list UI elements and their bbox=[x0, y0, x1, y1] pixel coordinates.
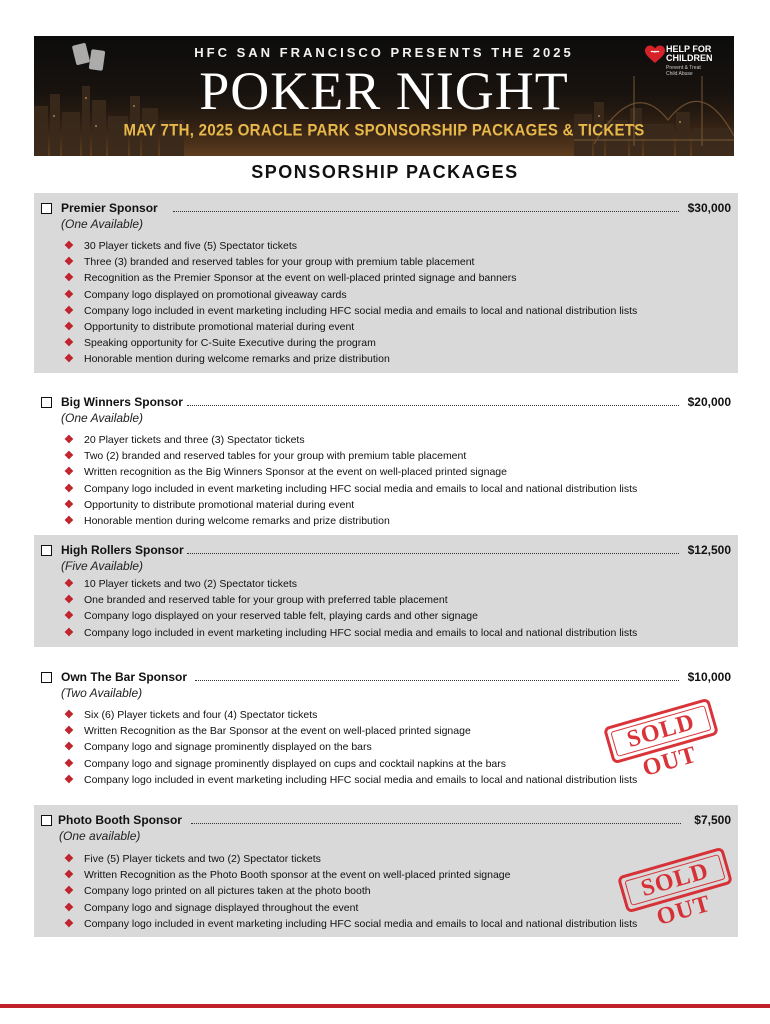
diamond-bullet-icon: ❖ bbox=[64, 321, 74, 334]
diamond-bullet-icon: ❖ bbox=[64, 272, 74, 285]
list-item: ❖ Opportunity to distribute promotional material during event bbox=[64, 497, 637, 513]
dotted-leader bbox=[191, 818, 681, 824]
dotted-leader bbox=[187, 548, 679, 554]
package-price: $30,000 bbox=[687, 201, 731, 215]
select-checkbox[interactable] bbox=[41, 815, 52, 826]
banner-subtitle: MAY 7TH, 2025 ORACLE PARK SPONSORSHIP PACKAGES & TICKETS bbox=[123, 120, 645, 141]
select-checkbox[interactable] bbox=[41, 672, 52, 683]
diamond-bullet-icon: ❖ bbox=[64, 741, 74, 754]
package-price: $10,000 bbox=[687, 670, 731, 684]
list-item: ❖ Company logo and signage prominently displayed on the bars bbox=[64, 739, 637, 755]
diamond-bullet-icon: ❖ bbox=[64, 853, 74, 865]
list-item: ❖ 30 Player tickets and five (5) Spectator tickets bbox=[64, 238, 637, 254]
package-availability: (One Available) bbox=[61, 217, 144, 231]
benefit-list bbox=[64, 707, 637, 788]
list-item: ❖ Company logo included in event marketing including HFC social media and emails to local and national distribution lists bbox=[64, 916, 637, 932]
dotted-leader bbox=[187, 400, 679, 406]
diamond-bullet-icon: ❖ bbox=[64, 482, 74, 495]
list-item: ❖ Written Recognition as the Bar Sponsor at the event on well-placed printed signage bbox=[64, 723, 637, 739]
list-item: ❖ Speaking opportunity for C-Suite Executive during the program bbox=[64, 335, 637, 351]
diamond-bullet-icon: ❖ bbox=[64, 450, 74, 463]
banner-presenter-line: HFC SAN FRANCISCO PRESENTS THE 2025 bbox=[194, 45, 574, 60]
list-item: ❖ 20 Player tickets and three (3) Spectator tickets bbox=[64, 432, 637, 448]
list-item: ❖ Written recognition as the Big Winners Sponsor at the event on well-placed printed signage bbox=[64, 464, 637, 480]
diamond-bullet-icon: ❖ bbox=[64, 725, 74, 738]
list-item: ❖ Company logo included in event marketing including HFC social media and emails to local and national distribution lists bbox=[64, 625, 637, 641]
list-item: ❖ Company logo included in event marketing including HFC social media and emails to local and national distribution lists bbox=[64, 303, 637, 319]
package-big-winners-sponsor bbox=[34, 387, 738, 531]
package-name: Big Winners Sponsor bbox=[61, 395, 183, 409]
diamond-bullet-icon: ❖ bbox=[64, 256, 74, 269]
list-item: ❖ Company logo and signage displayed throughout the event bbox=[64, 900, 637, 916]
package-availability: (One available) bbox=[59, 829, 141, 843]
package-high-rollers-sponsor bbox=[34, 535, 738, 647]
diamond-bullet-icon: ❖ bbox=[64, 288, 74, 301]
list-item: ❖ Two (2) branded and reserved tables for your group with premium table placement bbox=[64, 448, 637, 464]
diamond-bullet-icon: ❖ bbox=[64, 709, 74, 721]
list-item: ❖ Company logo included in event marketing including HFC social media and emails to local and national distribution lists bbox=[64, 772, 637, 788]
diamond-bullet-icon: ❖ bbox=[64, 757, 74, 770]
package-photo-booth-sponsor bbox=[34, 805, 738, 937]
list-item: ❖ Six (6) Player tickets and four (4) Spectator tickets bbox=[64, 707, 637, 723]
diamond-bullet-icon: ❖ bbox=[64, 901, 74, 914]
dotted-leader bbox=[195, 675, 679, 681]
list-item: ❖ Written Recognition as the Photo Booth sponsor at the event on well-placed printed signage bbox=[64, 867, 637, 883]
package-availability: (One Available) bbox=[61, 411, 144, 425]
event-banner bbox=[34, 36, 734, 156]
banner-title: POKER NIGHT bbox=[199, 61, 569, 121]
package-price: $12,500 bbox=[687, 543, 731, 557]
dotted-leader bbox=[173, 206, 679, 212]
list-item: ❖ Company logo displayed on promotional giveaway cards bbox=[64, 287, 637, 303]
select-checkbox[interactable] bbox=[41, 203, 52, 214]
diamond-bullet-icon: ❖ bbox=[64, 353, 74, 366]
diamond-bullet-icon: ❖ bbox=[64, 626, 74, 639]
package-price: $7,500 bbox=[694, 813, 731, 827]
list-item: ❖ Company logo included in event marketing including HFC social media and emails to local and national distribution lists bbox=[64, 481, 637, 497]
diamond-bullet-icon: ❖ bbox=[64, 466, 74, 479]
diamond-bullet-icon: ❖ bbox=[64, 304, 74, 317]
select-checkbox[interactable] bbox=[41, 397, 52, 408]
list-item: ❖ Company logo printed on all pictures taken at the photo booth bbox=[64, 883, 637, 899]
package-name: Photo Booth Sponsor bbox=[58, 813, 182, 827]
diamond-bullet-icon: ❖ bbox=[64, 498, 74, 511]
package-availability: (Two Available) bbox=[61, 686, 143, 700]
diamond-bullet-icon: ❖ bbox=[64, 917, 74, 930]
diamond-bullet-icon: ❖ bbox=[64, 869, 74, 882]
list-item: ❖ Three (3) branded and reserved tables for your group with premium table placement bbox=[64, 254, 637, 270]
select-checkbox[interactable] bbox=[41, 545, 52, 556]
logo-line-1: HELP FOR bbox=[666, 44, 712, 54]
benefit-list bbox=[64, 238, 637, 368]
help-for-children-logo bbox=[644, 44, 713, 77]
list-item: ❖ Opportunity to distribute promotional material during event bbox=[64, 319, 637, 335]
heart-icon bbox=[644, 44, 666, 66]
diamond-bullet-icon: ❖ bbox=[64, 240, 74, 252]
diamond-bullet-icon: ❖ bbox=[64, 594, 74, 607]
sold-out-stamp: SOLD OUT bbox=[617, 847, 733, 914]
benefit-list bbox=[64, 432, 637, 529]
package-name: High Rollers Sponsor bbox=[61, 543, 184, 557]
list-item: ❖ Company logo and signage prominently displayed on cups and cocktail napkins at the bars bbox=[64, 756, 637, 772]
list-item: ❖ Recognition as the Premier Sponsor at the event on well-placed printed signage and banners bbox=[64, 270, 637, 286]
list-item: ❖ 10 Player tickets and two (2) Spectator tickets bbox=[64, 576, 637, 592]
package-availability: (Five Available) bbox=[61, 559, 144, 573]
package-premier-sponsor bbox=[34, 193, 738, 373]
page-heading: SPONSORSHIP PACKAGES bbox=[251, 162, 519, 182]
package-own-the-bar-sponsor bbox=[34, 662, 738, 792]
package-price: $20,000 bbox=[687, 395, 731, 409]
list-item: ❖ Honorable mention during welcome remarks and prize distribution bbox=[64, 513, 637, 529]
diamond-bullet-icon: ❖ bbox=[64, 773, 74, 786]
diamond-bullet-icon: ❖ bbox=[64, 337, 74, 350]
footer-rule bbox=[0, 1004, 770, 1008]
logo-tagline: Prevent & Treat Child Abuse bbox=[666, 65, 701, 77]
list-item: ❖ One branded and reserved table for your group with preferred table placement bbox=[64, 592, 637, 608]
logo-line-2: CHILDREN bbox=[666, 53, 713, 63]
diamond-bullet-icon: ❖ bbox=[64, 578, 74, 590]
diamond-bullet-icon: ❖ bbox=[64, 885, 74, 898]
package-name: Own The Bar Sponsor bbox=[61, 670, 188, 684]
list-item: ❖ Honorable mention during welcome remarks and prize distribution bbox=[64, 351, 637, 367]
diamond-bullet-icon: ❖ bbox=[64, 610, 74, 623]
list-item: ❖ Company logo displayed on your reserved table felt, playing cards and other signage bbox=[64, 608, 637, 624]
benefit-list bbox=[64, 576, 637, 641]
diamond-bullet-icon: ❖ bbox=[64, 515, 74, 528]
benefit-list bbox=[64, 851, 637, 932]
diamond-bullet-icon: ❖ bbox=[64, 434, 74, 446]
package-name: Premier Sponsor bbox=[61, 201, 158, 215]
list-item: ❖ Five (5) Player tickets and two (2) Spectator tickets bbox=[64, 851, 637, 867]
sold-out-stamp: SOLD OUT bbox=[603, 698, 719, 765]
